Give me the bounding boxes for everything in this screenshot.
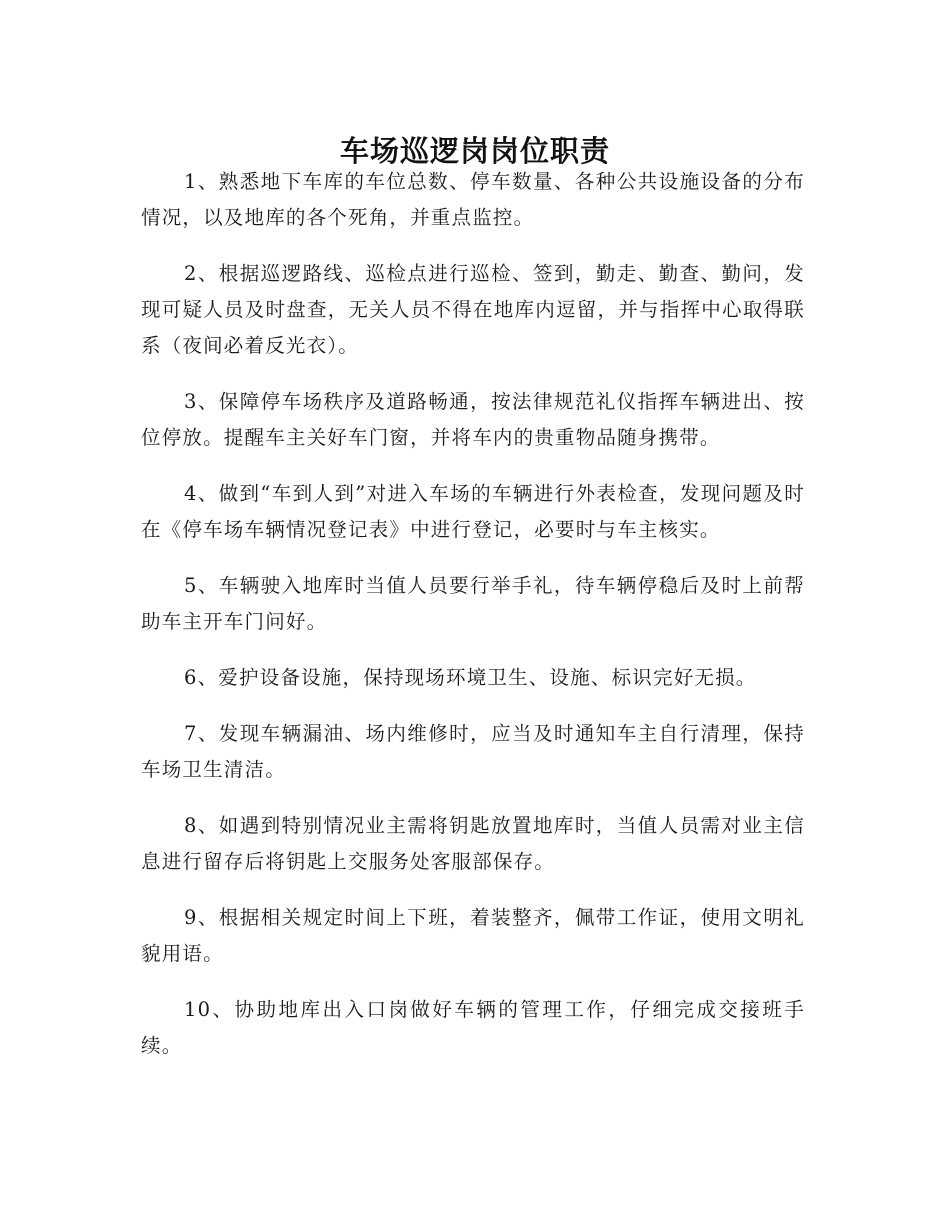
- document-body: [141, 164, 805, 1084]
- duty-paragraph-7: 7、发现车辆漏油、场内维修时，应当及时通知车主自行清理，保持车场卫生清洁。: [141, 722, 805, 781]
- duty-paragraph-2: 2、根据巡逻路线、巡检点进行巡检、签到，勤走、勤查、勤问，发现可疑人员及时盘查，无关人员不得在地库内逗留，并与指挥中心取得联系（夜间必着反光衣）。: [141, 262, 805, 357]
- duty-paragraph-10: 10、协助地库出入口岗做好车辆的管理工作，仔细完成交接班手续。: [141, 998, 805, 1057]
- duty-paragraph-3: 3、保障停车场秩序及道路畅通，按法律规范礼仪指挥车辆进出、按位停放。提醒车主关好车门窗，并将车内的贵重物品随身携带。: [141, 390, 805, 449]
- duty-paragraph-9: 9、根据相关规定时间上下班，着装整齐，佩带工作证，使用文明礼貌用语。: [141, 906, 805, 965]
- document-title: 车场巡逻岗岗位职责: [339, 134, 610, 169]
- duty-paragraph-8: 8、如遇到特别情况业主需将钥匙放置地库时，当值人员需对业主信息进行留存后将钥匙上交服务处客服部保存。: [141, 814, 805, 873]
- duty-paragraph-4: 4、做到“车到人到”对进入车场的车辆进行外表检查，发现问题及时在《停车场车辆情况登记表》中进行登记，必要时与车主核实。: [141, 482, 805, 541]
- duty-paragraph-5: 5、车辆驶入地库时当值人员要行举手礼，待车辆停稳后及时上前帮助车主开车门问好。: [141, 574, 805, 633]
- duty-paragraph-6: 6、爱护设备设施，保持现场环境卫生、设施、标识完好无损。: [184, 666, 757, 689]
- duty-paragraph-1: 1、熟悉地下车库的车位总数、停车数量、各种公共设施设备的分布情况，以及地库的各个死角，并重点监控。: [141, 170, 805, 229]
